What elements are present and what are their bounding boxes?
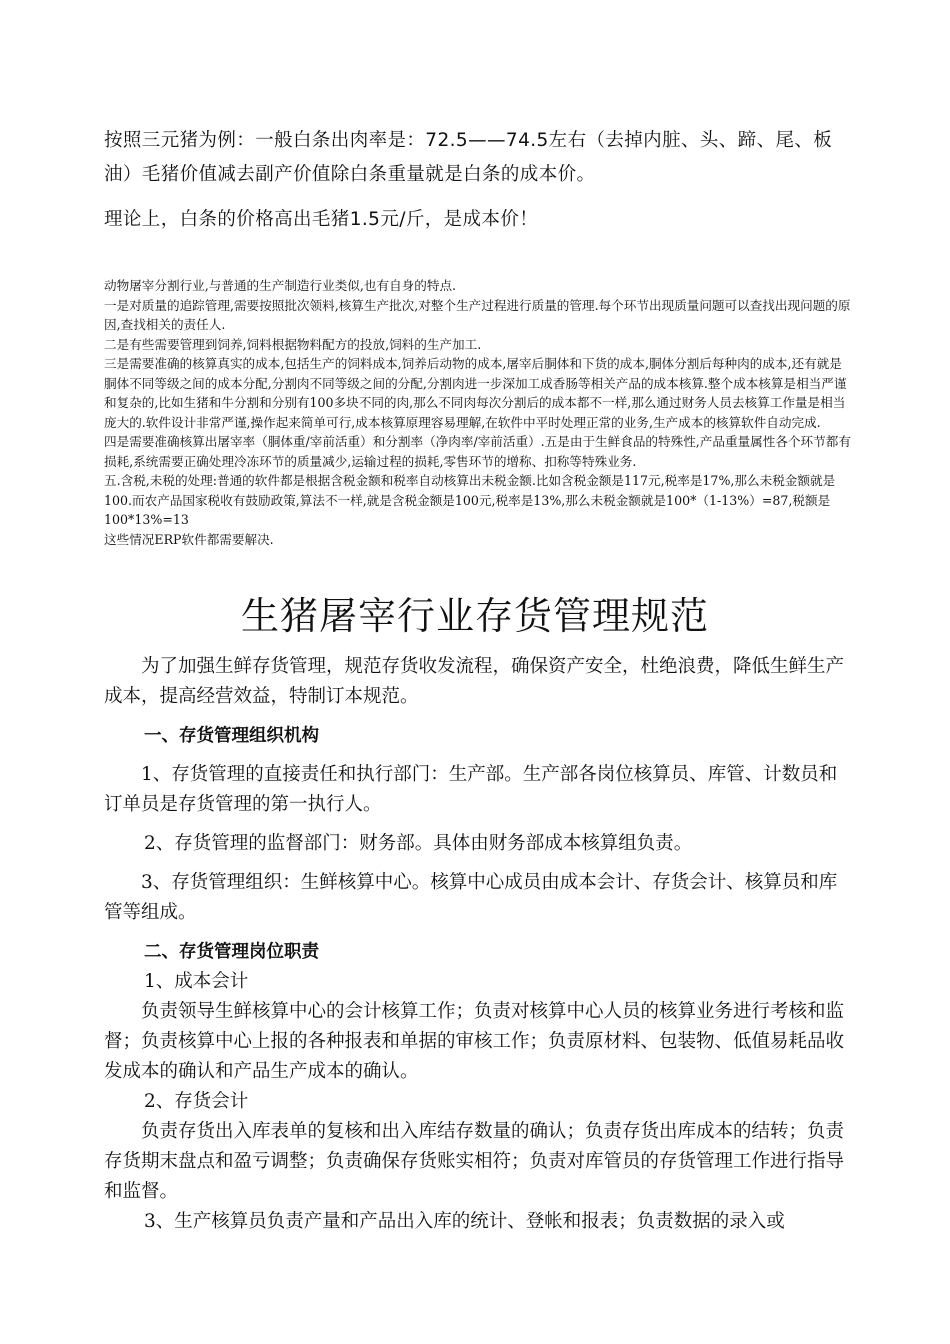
role-desc-1: 负责领导生鲜核算中心的会计核算工作；负责对核算中心人员的核算业务进行考核和监督；负责核算中心上报的各种报表和单据的审核工作；负责原材料、包装物、低值易耗品收发成本的确认和产品生产成本的确认。 (104, 1001, 845, 1082)
intro-paragraph-1 (104, 124, 849, 192)
note-line: 动物屠宰分割行业,与普通的生产制造行业类似,也有自身的特点. (104, 278, 457, 293)
role-desc-3: 3、生产核算员负责产量和产品出入库的统计、登帐和报表；负责数据的录入或 (144, 1211, 785, 1232)
document-title: 生猪屠宰行业存货管理规范 (240, 594, 709, 638)
note-line: 二是有些需要管理到饲养,饲料根据物料配方的投放,饲料的生产加工. (104, 336, 482, 352)
intro-paragraph-2 (104, 203, 849, 237)
intro-text-1: 按照三元猪为例：一般白条出肉率是：72.5——74.5左右（去掉内脏、头、蹄、尾、板油）毛猪价值减去副产价值除白条重量就是白条的成本价。 (104, 130, 833, 185)
intro-text-2: 理论上，白条的价格高出毛猪1.5元/斤，是成本价！ (104, 209, 539, 230)
note-line: 三是需要准确的核算真实的成本,包括生产的饲料成本,饲养后动物的成本,屠宰后胴体和下货的成本,胴体分割后每种肉的成本,还有就是胴体不同等级之间的成本分配,分割肉不同等级之间的分配,分割肉进一步深加工成香肠等相关产品的成本核算.整个成本核算是相当严谨和复杂的,比如生猪和牛分割和分别有100多块不同的肉,那么不同肉每次分割后的成本都不一样,那么通过财务人员去核算工作量是相当庞大的.软件设计非常严谨,操作起来简单可行,成本核算原理容易理解,在软件中平时处理正常的业务,生产成本的核算软件自动完成. (104, 356, 847, 430)
role-title-2: 2、存货会计 (144, 1091, 249, 1112)
section1-item-2: 2、存货管理的监督部门：财务部。具体由财务部成本核算组负责。 (144, 833, 693, 854)
note-line: 五.含税,未税的处理:普通的软件都是根据含税金额和税率自动核算出未税金额.比如含税金额是117元,税率是17%,那么未税金额就是100.而农产品国家税收有鼓励政策,算法不一样,就是含税金额是100元,税率是13%,那么未税金额就是100*（1-13%）=87,税额是100*13%=13 (104, 473, 836, 527)
document-body (104, 652, 852, 1237)
note-line: 四是需要准确核算出屠宰率（胴体重/宰前活重）和分割率（净肉率/宰前活重）.五是由于生鲜食品的特殊性,产品重量属性各个环节都有损耗,系统需要正确处理冷冻环节的质量减少,运输过程的损耗,零售环节的增称、扣称等特殊业务. (104, 434, 851, 469)
body-intro: 为了加强生鲜存货管理，规范存货收发流程，确保资产安全，杜绝浪费，降低生鲜生产成本，提高经营效益，特制订本规范。 (104, 656, 845, 707)
note-line: 一是对质量的追踪管理,需要按照批次领料,核算生产批次,对整个生产过程进行质量的管理.每个环节出现质量问题可以查找出现问题的原因,查找相关的责任人. (104, 297, 851, 332)
section-heading-1: 一、存货管理组织机构 (144, 726, 319, 746)
role-desc-2: 负责存货出入库表单的复核和出入库结存数量的确认；负责存货出库成本的结转；负责存货期末盘点和盈亏调整；负责确保存货账实相符；负责对库管员的存货管理工作进行指导和监督。 (104, 1121, 845, 1202)
note-line: 这些情况ERP软件都需要解决. (104, 531, 274, 547)
role-title-1: 1、成本会计 (144, 971, 249, 992)
section1-item-1: 1、存货管理的直接责任和执行部门：生产部。生产部各岗位核算员、库管、计数员和订单员是存货管理的第一执行人。 (104, 764, 838, 815)
section1-item-3: 3、存货管理组织：生鲜核算中心。核算中心成员由成本会计、存货会计、核算员和库管等组成。 (104, 872, 838, 923)
notes-block (104, 276, 852, 549)
section-heading-2: 二、存货管理岗位职责 (144, 942, 319, 962)
